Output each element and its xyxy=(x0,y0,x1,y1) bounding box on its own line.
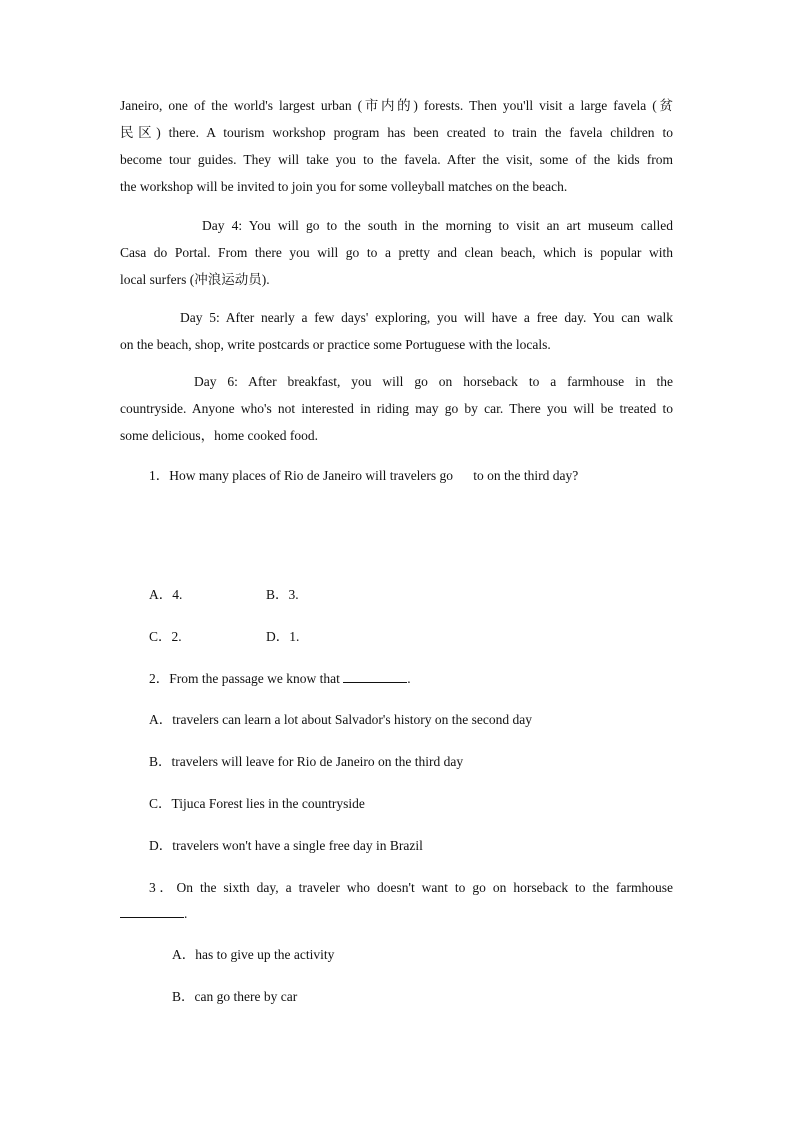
question-1-option-b[interactable]: B．3. xyxy=(266,587,299,602)
question-2-option-d[interactable]: D．travelers won't have a single free day in Brazil xyxy=(149,838,423,853)
question-1-option-a[interactable]: A．4. xyxy=(149,587,183,602)
question-1-option-c[interactable]: C．2. xyxy=(149,629,182,644)
question-2-stem-text: 2．From the passage we know that xyxy=(149,671,340,686)
answer-blank xyxy=(343,670,407,683)
question-2-option-b[interactable]: B．travelers will leave for Rio de Janeiro on the third day xyxy=(149,754,464,769)
question-1-option-d[interactable]: D．1. xyxy=(266,629,300,644)
passage-line: become tour guides. They will take you to the favela. After the visit, some of the kids from xyxy=(120,152,673,167)
question-3-stem xyxy=(149,878,673,898)
question-3-stem-continuation xyxy=(120,904,187,924)
passage-line: local surfers (冲浪运动员). xyxy=(120,272,270,287)
passage-line: Day 6: After breakfast, you will go on horseback to a farmhouse in the xyxy=(194,374,673,389)
passage-paragraph-day4 xyxy=(120,212,673,293)
passage-line: Day 5: After nearly a few days' exploring, you will have a free day. You can walk xyxy=(180,310,673,325)
passage-line: some delicious，home cooked food. xyxy=(120,428,318,443)
question-3-stem-end: . xyxy=(184,906,188,921)
passage-line: Casa do Portal. From there you will go to a pretty and clean beach, which is popular with xyxy=(120,245,673,260)
passage-line: Day 4: You will go to the south in the morning to visit an art museum called xyxy=(202,218,673,233)
question-2-option-a[interactable]: A．travelers can learn a lot about Salvador's history on the second day xyxy=(149,712,532,727)
passage-paragraph-day6 xyxy=(120,368,673,449)
question-3-option-a[interactable]: A．has to give up the activity xyxy=(172,947,335,962)
answer-blank xyxy=(120,905,184,918)
passage-line: the workshop will be invited to join you for some volleyball matches on the beach. xyxy=(120,179,568,194)
question-1-stem: 1．How many places of Rio de Janeiro will travelers go to on the third day? xyxy=(149,468,579,483)
question-2-stem-end: . xyxy=(407,671,411,686)
question-2-option-c[interactable]: C．Tijuca Forest lies in the countryside xyxy=(149,796,365,811)
question-3-stem-text: 3．On the sixth day, a traveler who doesn't want to go on horseback to the farmhouse xyxy=(149,880,673,895)
passage-paragraph-day5 xyxy=(120,304,673,358)
passage-line: Janeiro, one of the world's largest urban (市内的) forests. Then you'll visit a large favela (贫 xyxy=(120,98,673,113)
question-3-option-b[interactable]: B．can go there by car xyxy=(172,989,298,1004)
passage-line: on the beach, shop, write postcards or practice some Portuguese with the locals. xyxy=(120,337,551,352)
passage-line: 民区) there. A tourism workshop program has been created to train the favela children to xyxy=(120,125,673,140)
passage-line: countryside. Anyone who's not interested in riding may go by car. There you will be treated to xyxy=(120,401,673,416)
question-2-stem xyxy=(149,669,411,689)
passage-paragraph-day3 xyxy=(120,92,673,200)
